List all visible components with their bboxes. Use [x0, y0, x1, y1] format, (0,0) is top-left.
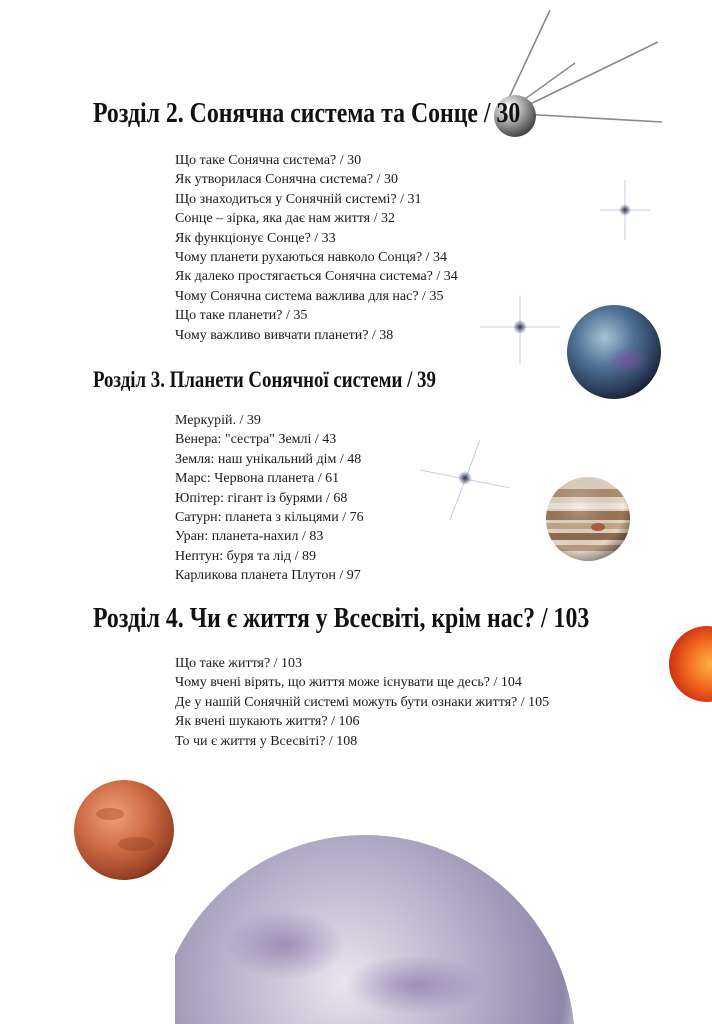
toc-item[interactable]: Сонце – зірка, яка дає нам життя / 32	[175, 211, 395, 227]
toc-item[interactable]: Що таке Сонячна система? / 30	[175, 153, 362, 168]
toc-item[interactable]: Нептун: буря та лід / 89	[175, 548, 317, 564]
toc-item[interactable]: То чи є життя у Всесвіті? / 108	[175, 733, 358, 749]
sparkle-star-icon	[420, 440, 510, 520]
toc-item[interactable]: Сатурн: планета з кільцями / 76	[175, 510, 364, 526]
section-4-title: Розділ 4. Чи є життя у Всесвіті, крім нас? / 103	[93, 602, 590, 634]
toc-item[interactable]: Юпітер: гігант із бурями / 68	[175, 490, 348, 506]
section-3-toc-list	[175, 411, 364, 586]
toc-item[interactable]: Як утворилася Сонячна система? / 30	[175, 172, 398, 188]
toc-item[interactable]: Що знаходиться у Сонячній системі? / 31	[175, 191, 422, 207]
toc-item[interactable]: Карликова планета Плутон / 97	[175, 568, 361, 584]
blue-planet-icon	[564, 302, 664, 402]
toc-item[interactable]: Чому важливо вивчати планети? / 38	[175, 327, 394, 343]
toc-item[interactable]: Що таке життя? / 103	[175, 656, 303, 671]
toc-item[interactable]: Земля: наш унікальний дім / 48	[175, 451, 362, 467]
toc-item[interactable]: Чому Сонячна система важлива для нас? / 35	[175, 288, 444, 304]
toc-item[interactable]: Меркурій. / 39	[175, 413, 261, 428]
toc-item[interactable]: Що таке планети? / 35	[175, 308, 308, 324]
sparkle-star-icon	[600, 180, 650, 240]
section-2-title: Розділ 2. Сонячна система та Сонце / 30	[93, 97, 521, 129]
large-planet-icon	[175, 835, 595, 1024]
mars-icon	[72, 778, 176, 882]
jupiter-icon	[544, 475, 632, 563]
sparkle-star-icon	[480, 295, 560, 365]
toc-item[interactable]: Марс: Червона планета / 61	[175, 471, 340, 487]
toc-item[interactable]: Де у нашій Сонячній системі можуть бути ознаки життя? / 105	[175, 694, 550, 710]
toc-item[interactable]: Як функціонує Сонце? / 33	[175, 230, 336, 246]
toc-item[interactable]: Чому планети рухаються навколо Сонця? / 34	[175, 250, 448, 266]
section-3-title: Розділ 3. Планети Сонячної системи / 39	[93, 367, 436, 392]
toc-item[interactable]: Уран: планета-нахил / 83	[175, 529, 324, 545]
section-2-toc-list	[175, 151, 458, 345]
toc-item[interactable]: Як вчені шукають життя? / 106	[175, 714, 360, 730]
sun-icon	[655, 626, 712, 702]
toc-item[interactable]: Чому вчені вірять, що життя може існувати ще десь? / 104	[175, 675, 522, 691]
toc-item[interactable]: Як далеко простягається Сонячна система? / 34	[175, 269, 458, 285]
section-4-toc-list	[175, 654, 549, 751]
toc-item[interactable]: Венера: "сестра" Землі / 43	[175, 432, 337, 448]
